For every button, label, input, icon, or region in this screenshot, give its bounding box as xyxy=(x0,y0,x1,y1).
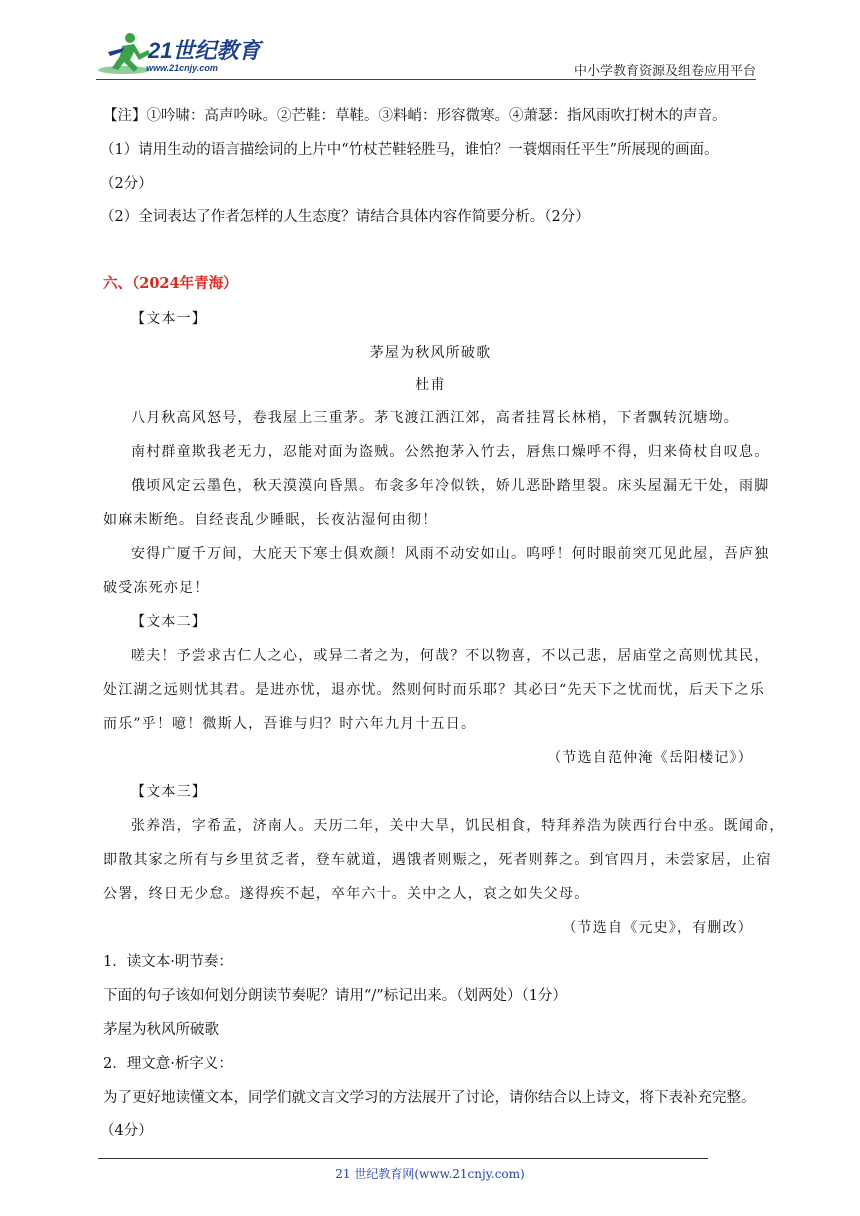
poem-author: 杜甫 xyxy=(415,377,446,393)
poem-line: 八月秋高风怒号，卷我屋上三重茅。茅飞渡江洒江郊，高者挂罥长林梢，下者飘转沉塘坳。 xyxy=(131,410,739,426)
page-header xyxy=(0,0,860,82)
text2-label: 【文本二】 xyxy=(131,614,207,630)
header-divider xyxy=(96,79,756,80)
question-heading: 2．理文意·析字义： xyxy=(103,1056,233,1072)
question-text: 下面的句子该如何划分朗读节奏呢？请用“/”标记出来。（划两处）（1分） xyxy=(103,988,567,1004)
poem-line: 南村群童欺我老无力，忍能对面为盗贼。公然抱茅入竹去，唇焦口燥呼不得，归来倚杖自叹息。 xyxy=(131,444,770,460)
question-sentence: 茅屋为秋风所破歌 xyxy=(103,1022,219,1038)
poem-line: 安得广厦千万间，大庇天下寒士俱欢颜！风雨不动安如山。呜呼！何时眼前突兀见此屋，吾庐独 xyxy=(131,546,770,562)
platform-name: 中小学教育资源及组卷应用平台 xyxy=(573,64,756,79)
text3-line: 张养浩，字希孟，济南人。天历二年，关中大旱，饥民相食，特拜养浩为陕西行台中丞。既闻命， xyxy=(131,818,785,834)
text2-line: 而乐”乎！噫！微斯人，吾谁与归？时六年九月十五日。 xyxy=(103,716,477,732)
text2-line: 处江湖之远则忧其君。是进亦忧，退亦忧。然则何时而乐耶？其必曰“先天下之忧而忧，后天下之乐 xyxy=(103,682,765,698)
logo-text: 21世纪教育 xyxy=(148,38,261,63)
logo-url: www.21cnjy.com xyxy=(146,63,218,73)
question-1: （1）请用生动的语言描绘词的上片中“竹杖芒鞋轻胜马，谁怕？一蓑烟雨任平生”所展现的画面。 xyxy=(100,142,719,158)
footer-link[interactable]: 21 世纪教育网(www.21cnjy.com) xyxy=(335,1167,525,1181)
poem-title: 茅屋为秋风所破歌 xyxy=(369,345,492,361)
text1-label: 【文本一】 xyxy=(131,311,207,327)
poem-line: 如麻未断绝。自经丧乱少睡眠，长夜沾湿何由彻！ xyxy=(103,512,438,528)
section-title: 六、（2024年青海） xyxy=(103,275,238,292)
question-1-score: （2分） xyxy=(100,176,153,192)
text3-source: （节选自《元史》，有删改） xyxy=(562,920,753,936)
question-text: 为了更好地读懂文本，同学们就文言文学习的方法展开了讨论，请你结合以上诗文，将下表补充完整。 xyxy=(103,1090,756,1106)
question-heading: 1．读文本·明节奏： xyxy=(103,954,233,970)
text3-label: 【文本三】 xyxy=(131,784,207,800)
annotation-note: 【注】①吟啸：高声吟咏。②芒鞋：草鞋。③料峭：形容微寒。④萧瑟：指风雨吹打树木的声音。 xyxy=(103,108,727,124)
question-2: （2）全词表达了作者怎样的人生态度？请结合具体内容作简要分析。（2分） xyxy=(100,209,590,225)
text3-line: 公署，终日无少怠。遂得疾不起，卒年六十。关中之人，哀之如失父母。 xyxy=(103,886,590,902)
text3-line: 即散其家之所有与乡里贫乏者，登车就道，遇饿者则赈之，死者则葬之。到官四月，未尝家居，止宿 xyxy=(103,852,772,868)
footer-divider xyxy=(98,1158,708,1159)
question-score: （4分） xyxy=(100,1123,153,1139)
text2-source: （节选自范仲淹《岳阳楼记》） xyxy=(547,750,753,766)
poem-line: 俄顷风定云墨色，秋天漠漠向昏黑。布衾多年冷似铁，娇儿恶卧踏里裂。床头屋漏无干处，雨脚 xyxy=(131,478,770,494)
text2-line: 嗟夫！予尝求古仁人之心，或异二者之为，何哉？不以物喜，不以己悲，居庙堂之高则忧其民， xyxy=(131,648,770,664)
poem-line: 破受冻死亦足！ xyxy=(103,580,210,596)
